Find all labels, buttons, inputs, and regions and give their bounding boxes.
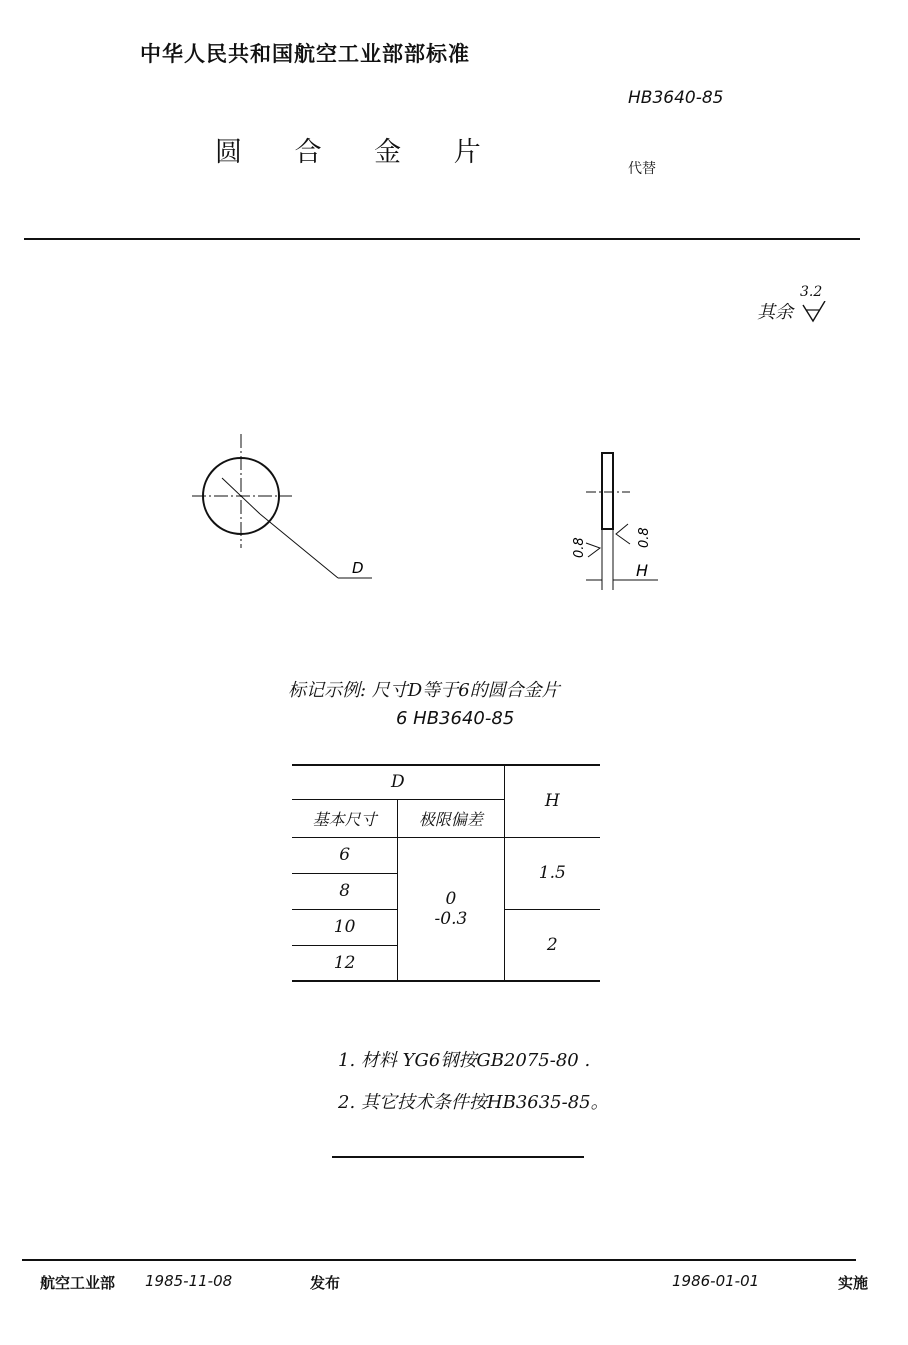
marking-example: 标记示例: 尺寸D等于6的圆合金片 (288, 680, 560, 701)
issuing-organization: 中华人民共和国航空工业部部标准 (140, 42, 470, 66)
footer-rule (22, 1259, 856, 1261)
note-material: 1. 材料 YG6钢按GB2075-80 . (338, 1050, 591, 1071)
roughness-value: 3.2 (800, 284, 823, 300)
replaces-label: 代替 (628, 161, 656, 177)
thickness-label: H (636, 561, 649, 580)
note-technical-conditions: 2. 其它技术条件按HB3635-85。 (338, 1092, 609, 1113)
roughness-label: 其余 (757, 302, 793, 323)
dimension-table (292, 764, 600, 982)
diameter-label: D (352, 559, 364, 577)
roughness-note (757, 284, 827, 325)
face-roughness-right: 0.8 (637, 527, 652, 548)
face-roughness-left: 0.8 (572, 537, 587, 558)
page-title: 圆 合 金 片 (215, 137, 503, 168)
table-header-nominal: 基本尺寸 (312, 809, 377, 829)
front-view (192, 434, 372, 578)
footer-issuer: 航空工业部 (40, 1274, 116, 1292)
notes-end-rule (332, 1156, 584, 1158)
marking-designation: 6 HB3640-85 (396, 708, 515, 729)
table-row-nominal: 12 (333, 952, 356, 973)
table-row-nominal: 8 (292, 873, 398, 909)
H-value-2: 2 (504, 909, 600, 981)
table-header-tolerance: 极限偏差 (398, 799, 504, 837)
footer-effective-label: 实施 (838, 1274, 869, 1292)
table-header-D: D (292, 765, 504, 799)
roughness-triangle-icon (801, 301, 827, 325)
tolerance-cell (398, 837, 504, 981)
tolerance-lower: -0.3 (434, 908, 468, 929)
header-rule (24, 238, 860, 240)
footer-issue-label: 发布 (310, 1274, 341, 1292)
tolerance-upper: 0 (445, 888, 457, 909)
table-header-H: H (504, 765, 600, 837)
footer-effective-date: 1986-01-01 (672, 1272, 760, 1290)
standard-code: HB3640-85 (628, 88, 724, 108)
table-row-nominal: 6 (292, 837, 398, 873)
H-value-1: 1.5 (504, 837, 600, 909)
table-row-nominal: 10 (292, 909, 398, 945)
footer-issue-date: 1985-11-08 (145, 1272, 233, 1290)
